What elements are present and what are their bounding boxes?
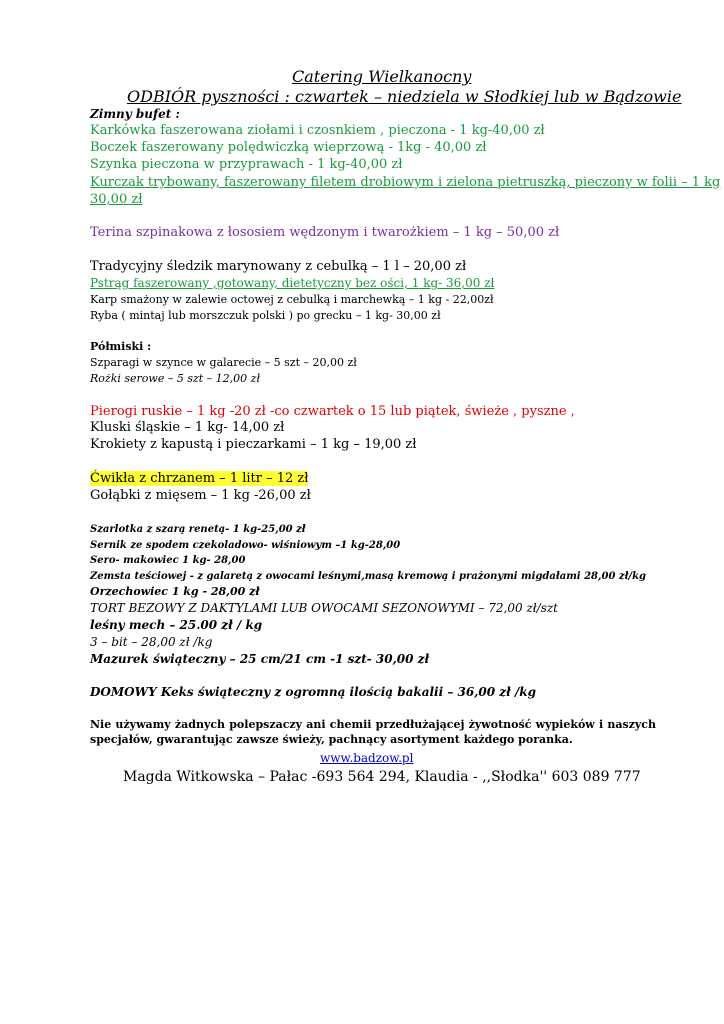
menu-item-terina: Terina szpinakowa z łososiem wędzonym i twarożkiem – 1 kg – 50,00 zł <box>90 225 560 240</box>
menu-item-cwikla <box>90 472 308 487</box>
menu-item-boczek: Boczek faszerowany polędwiczką wieprzową - 1kg - 40,00 zł <box>90 140 487 155</box>
cake-orzechowiec: Orzechowiec 1 kg - 28,00 zł <box>90 585 260 598</box>
menu-item-pierogi: Pierogi ruskie – 1 kg -20 zł -co czwartek o 15 lub piątek, świeże , pyszne , <box>90 404 575 419</box>
menu-item-ryba: Ryba ( mintaj lub morszczuk polski ) po grecku – 1 kg- 30,00 zł <box>90 309 441 322</box>
document-title: Catering Wielkanocny <box>292 67 472 86</box>
menu-item-szparagi: Szparagi w szynce w galarecie – 5 szt – 20,00 zł <box>90 356 357 369</box>
cake-lesny-mech: leśny mech – 25.00 zł / kg <box>90 618 263 632</box>
contact-info: Magda Witkowska – Pałac -693 564 294, Klaudia - ,,Słodka'' 603 089 777 <box>123 769 641 785</box>
cake-zemsta: Zemsta teściowej - z galaretą z owocami leśnymi,masą kremową i prażonymi migdałami 28,00 zł/kg <box>90 571 646 582</box>
cake-seromakowiec: Sero- makowiec 1 kg- 28,00 <box>90 555 246 566</box>
quality-notice: Nie używamy żadnych polepszaczy ani chemii przedłużającej żywotność wypieków i naszych specjałów, gwarantując zawsze świeży, pachnący asortyment każdego poranka. <box>90 718 656 746</box>
menu-item-szynka: Szynka pieczona w przyprawach - 1 kg-40,00 zł <box>90 157 403 172</box>
menu-item-krokiety: Krokiety z kapustą i pieczarkami – 1 kg – 19,00 zł <box>90 437 417 452</box>
cake-3-bit: 3 – bit – 28,00 zł /kg <box>90 635 213 649</box>
cwikla-highlight: Ćwikła z chrzanem – 1 litr – 12 zł <box>90 471 309 486</box>
cake-sernik: Sernik ze spodem czekoladowo- wiśniowym –1 kg-28,00 <box>90 540 401 551</box>
cake-mazurek: Mazurek świąteczny – 25 cm/21 cm -1 szt- 30,00 zł <box>90 652 430 666</box>
pickup-info: ODBIÓR pyszności : czwartek – niedziela w Słodkiej lub w Bądzowie <box>127 87 682 106</box>
menu-item-kurczak: Kurczak trybowany, faszerowany filetem drobiowym i zielona pietruszką, pieczony w folii – 1 kg <box>90 175 721 190</box>
menu-item-pstrag: Pstrąg faszerowany ,gotowany, dietetyczny bez ości, 1 kg- 36,00 zł <box>90 276 495 290</box>
menu-item-sledzik: Tradycyjny śledzik marynowany z cebulką – 1 l – 20,00 zł <box>90 259 467 274</box>
platters-heading: Półmiski : <box>90 340 152 353</box>
menu-item-kurczak-price: 30,00 zł <box>90 192 143 207</box>
menu-item-karkowka: Karkówka faszerowana ziołami i czosnkiem , pieczona - 1 kg-40,00 zł <box>90 123 545 138</box>
menu-item-rozki: Rożki serowe – 5 szt – 12,00 zł <box>90 372 261 385</box>
website-link[interactable]: www.badzow.pl <box>320 751 414 765</box>
cake-tort: TORT BEZOWY Z DAKTYLAMI LUB OWOCAMI SEZONOWYMI – 72,00 zł/szt <box>90 601 559 615</box>
menu-item-kluski: Kluski śląskie – 1 kg- 14,00 zł <box>90 420 285 435</box>
cake-szarlotka: Szarlotka z szarą renetą- 1 kg-25,00 zł <box>90 524 306 535</box>
cold-buffet-heading: Zimny bufet : <box>90 107 180 121</box>
menu-item-golabki: Gołąbki z mięsem – 1 kg -26,00 zł <box>90 488 311 503</box>
cake-keks: DOMOWY Keks świąteczny z ogromną ilością bakalii – 36,00 zł /kg <box>90 685 536 699</box>
menu-item-karp: Karp smażony w zalewie octowej z cebulką i marchewką – 1 kg - 22,00zł <box>90 293 494 306</box>
